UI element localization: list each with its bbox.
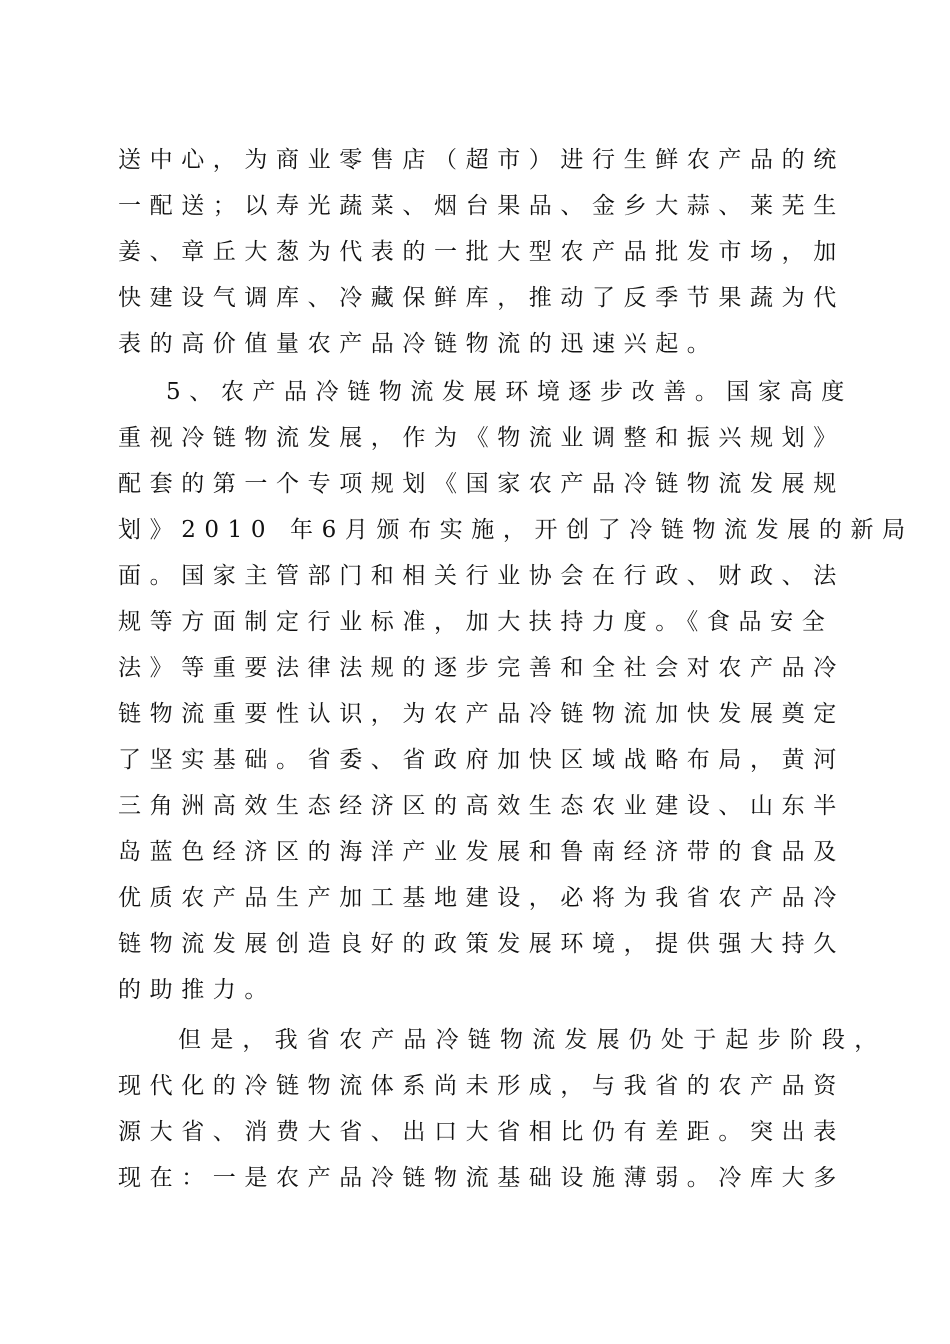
text-line: 链物流重要性认识，为农产品冷链物流加快发展奠定	[118, 701, 845, 727]
text-line: 快建设气调库、冷藏保鲜库，推动了反季节果蔬为代	[118, 285, 845, 311]
text-line: 三角洲高效生态经济区的高效生态农业建设、山东半	[118, 793, 845, 819]
text-line: 现代化的冷链物流体系尚未形成，与我省的农产品资	[118, 1073, 845, 1099]
text-line: 的助推力。	[118, 977, 276, 1003]
text-line: 规等方面制定行业标准，加大扶持力度。《食品安全	[118, 609, 834, 635]
text-line: 划》2010 年6月颁布实施，开创了冷链物流发展的新局	[118, 517, 914, 543]
text-line: 面。国家主管部门和相关行业协会在行政、财政、法	[118, 563, 845, 589]
paragraph-start-line: 5、农产品冷链物流发展环境逐步改善。国家高度	[166, 379, 853, 405]
text-line: 法》等重要法律法规的逐步完善和全社会对农产品冷	[118, 655, 845, 681]
text-line: 现在：一是农产品冷链物流基础设施薄弱。冷库大多	[118, 1165, 845, 1191]
text-line: 重视冷链物流发展，作为《物流业调整和振兴规划》	[118, 425, 845, 451]
text-line: 配套的第一个专项规划《国家农产品冷链物流发展规	[118, 471, 845, 497]
paragraph-start-line: 但是，我省农产品冷链物流发展仍处于起步阶段，	[178, 1027, 887, 1053]
text-line: 优质农产品生产加工基地建设，必将为我省农产品冷	[118, 885, 845, 911]
text-line: 送中心，为商业零售店（超市）进行生鲜农产品的统	[118, 147, 845, 173]
text-line: 表的高价值量农产品冷链物流的迅速兴起。	[118, 331, 719, 357]
text-line: 姜、章丘大葱为代表的一批大型农产品批发市场，加	[118, 239, 845, 265]
text-line: 了坚实基础。省委、省政府加快区域战略布局，黄河	[118, 747, 845, 773]
text-line: 岛蓝色经济区的海洋产业发展和鲁南经济带的食品及	[118, 839, 845, 865]
text-line: 一配送；以寿光蔬菜、烟台果品、金乡大蒜、莱芜生	[118, 193, 845, 219]
text-line: 链物流发展创造良好的政策发展环境，提供强大持久	[118, 931, 845, 957]
text-line: 源大省、消费大省、出口大省相比仍有差距。突出表	[118, 1119, 845, 1145]
